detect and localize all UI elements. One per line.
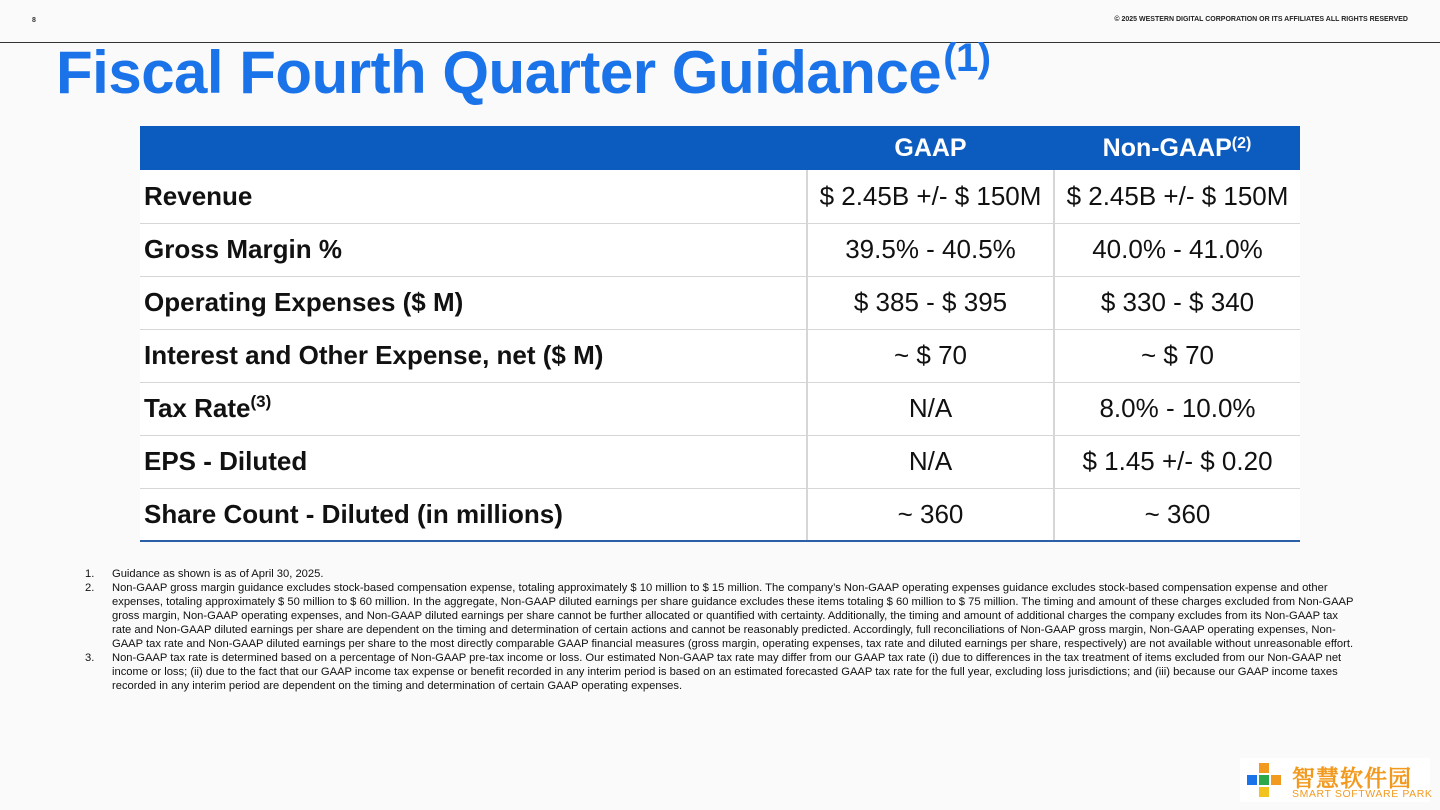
smart-software-park-logo-icon bbox=[1246, 762, 1282, 798]
gaap-value: N/A bbox=[807, 435, 1054, 488]
non-gaap-value: ~ 360 bbox=[1054, 488, 1300, 541]
row-label: Gross Margin % bbox=[140, 223, 807, 276]
watermark-name-cn: 智慧软件园 bbox=[1292, 765, 1412, 791]
non-gaap-value: $ 330 - $ 340 bbox=[1054, 276, 1300, 329]
footnote bbox=[85, 581, 1355, 651]
footnote-text: Guidance as shown is as of April 30, 2025. bbox=[112, 568, 324, 580]
title-footnote-ref: (1) bbox=[943, 36, 991, 80]
table-row bbox=[140, 329, 1300, 382]
table-row bbox=[140, 382, 1300, 435]
row-label: Interest and Other Expense, net ($ M) bbox=[140, 329, 807, 382]
gaap-value: $ 2.45B +/- $ 150M bbox=[807, 170, 1054, 223]
gaap-value: ~ 360 bbox=[807, 488, 1054, 541]
table-row bbox=[140, 488, 1300, 541]
table-header-row bbox=[140, 126, 1300, 170]
table-row bbox=[140, 435, 1300, 488]
row-label: EPS - Diluted bbox=[140, 435, 807, 488]
watermark-name-en: SMART SOFTWARE PARK bbox=[1292, 788, 1433, 800]
non-gaap-value: 40.0% - 41.0% bbox=[1054, 223, 1300, 276]
table-row bbox=[140, 223, 1300, 276]
row-label: Operating Expenses ($ M) bbox=[140, 276, 807, 329]
table-row bbox=[140, 170, 1300, 223]
page-number: 8 bbox=[32, 17, 36, 24]
gaap-value: N/A bbox=[807, 382, 1054, 435]
footnote-number: 2. bbox=[85, 582, 95, 594]
page-title-text: Fiscal Fourth Quarter Guidance bbox=[56, 39, 942, 106]
watermark bbox=[1240, 758, 1433, 802]
footnotes bbox=[85, 567, 1355, 693]
row-label: Revenue bbox=[140, 170, 807, 223]
page-title bbox=[56, 36, 991, 106]
column-header-gaap: GAAP bbox=[807, 126, 1054, 170]
gaap-value: 39.5% - 40.5% bbox=[807, 223, 1054, 276]
tax-rate-footnote-ref: (3) bbox=[250, 392, 272, 411]
non-gaap-value: $ 2.45B +/- $ 150M bbox=[1054, 170, 1300, 223]
guidance-table bbox=[140, 126, 1300, 542]
gaap-value: $ 385 - $ 395 bbox=[807, 276, 1054, 329]
footnote-text: Non-GAAP tax rate is determined based on a percentage of Non-GAAP pre-tax income or loss. Our estimated Non-GAAP tax rate may differ from our GAAP tax rate (i) due to differences in the tax treatment of items excluded from our Non-GAAP net income or loss; (ii) due to the fact that our GAAP income tax expense or benefit recorded in any interim period is based on an estimated forecasted GAAP tax rate for the full year, excluding loss jurisdictions; and (iii) because our GAAP income taxes recorded in any interim period are dependent on the timing and determination of certain GAAP operating expenses. bbox=[112, 652, 1342, 692]
non-gaap-value: 8.0% - 10.0% bbox=[1054, 382, 1300, 435]
copyright-notice: © 2025 WESTERN DIGITAL CORPORATION OR ITS AFFILIATES ALL RIGHTS RESERVED bbox=[1114, 16, 1408, 23]
row-label: Share Count - Diluted (in millions) bbox=[140, 488, 807, 541]
footnote-number: 1. bbox=[85, 568, 95, 580]
non-gaap-value: ~ $ 70 bbox=[1054, 329, 1300, 382]
footnote bbox=[85, 651, 1355, 693]
footnote-text: Non-GAAP gross margin guidance excludes stock-based compensation expense, totaling approximately $ 10 million to $ 15 million. The company’s Non-GAAP operating expenses guidance excludes stock-based compensation expense and other expenses, totaling approximately $ 50 million to $ 60 million. In the aggregate, Non-GAAP diluted earnings per share guidance excludes these items totaling $ 60 million to $ 75 million. The timing and amount of these charges excluded from Non-GAAP gross margin, Non-GAAP operating expenses, and Non-GAAP diluted earnings per share cannot be further allocated or quantified with certainty. Additionally, the timing and amount of additional charges the company excludes from its Non-GAAP tax rate and Non-GAAP diluted earnings per share are dependent on the timing and determination of certain actions and cannot be reasonably predicted. Accordingly, full reconciliations of Non-GAAP gross margin, Non-GAAP operating expenses, Non-GAAP tax rate and Non-GAAP diluted earnings per share to the most directly comparable GAAP financial measures (gross margin, operating expenses, tax rate and diluted earnings per share, respectively) are not available without unreasonable effort. bbox=[112, 582, 1354, 650]
row-label: Tax Rate$^{(3)}$ bbox=[140, 382, 807, 435]
column-header-non-gaap: Non-GAAP$^{(2)}$ bbox=[1054, 126, 1300, 170]
table-row bbox=[140, 276, 1300, 329]
footnote-number: 3. bbox=[85, 652, 95, 664]
footnote bbox=[85, 567, 1355, 581]
gaap-value: ~ $ 70 bbox=[807, 329, 1054, 382]
non-gaap-footnote-ref: (2) bbox=[1231, 134, 1252, 152]
column-header-metric bbox=[140, 126, 807, 170]
non-gaap-value: $ 1.45 +/- $ 0.20 bbox=[1054, 435, 1300, 488]
